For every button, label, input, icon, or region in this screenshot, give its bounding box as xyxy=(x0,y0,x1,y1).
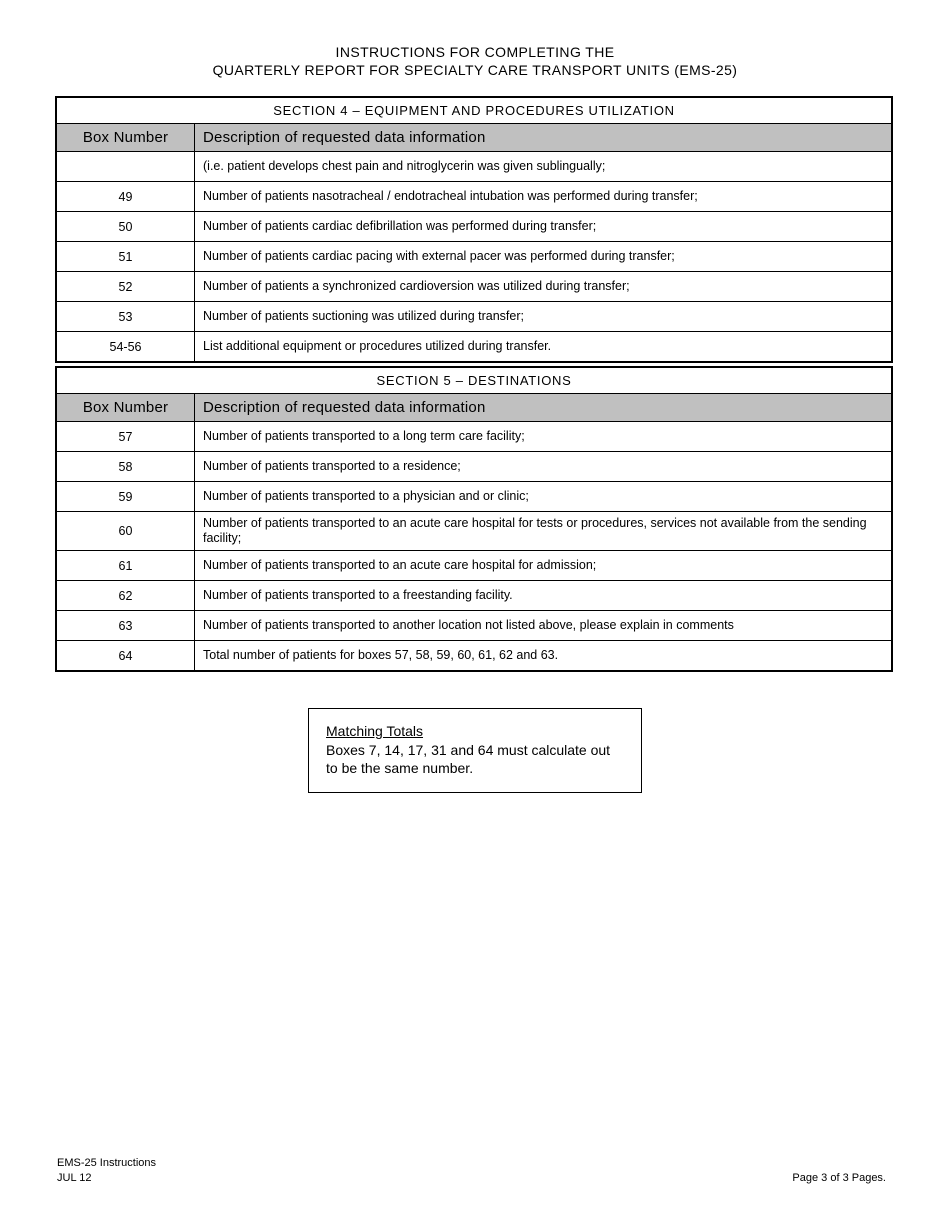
table-row xyxy=(57,422,891,452)
table-row xyxy=(57,182,891,212)
box-number-cell: 62 xyxy=(57,581,195,610)
table-row xyxy=(57,581,891,611)
table-rows xyxy=(57,422,891,670)
table-row xyxy=(57,152,891,182)
box-number-cell: 58 xyxy=(57,452,195,481)
table-row xyxy=(57,512,891,551)
column-header-row xyxy=(57,124,891,152)
table-row xyxy=(57,551,891,581)
description-cell: Number of patients transported to an acute care hospital for tests or procedures, services not available from the sending facility; xyxy=(203,516,867,545)
description-cell: Number of patients cardiac pacing with external pacer was performed during transfer; xyxy=(203,249,675,263)
box-number-cell: 52 xyxy=(57,272,195,301)
table-row xyxy=(57,452,891,482)
section-title: SECTION 4 – EQUIPMENT AND PROCEDURES UTILIZATION xyxy=(273,103,675,118)
description-cell: Number of patients a synchronized cardioversion was utilized during transfer; xyxy=(203,279,630,293)
description-cell: Number of patients suctioning was utilized during transfer; xyxy=(203,309,524,323)
section-table xyxy=(55,366,893,672)
footer-form-name: EMS-25 Instructions xyxy=(57,1157,157,1169)
column-header-description: Description of requested data information xyxy=(203,399,486,416)
description-cell: List additional equipment or procedures utilized during transfer. xyxy=(203,339,552,353)
section-title: SECTION 5 – DESTINATIONS xyxy=(376,373,572,388)
description-cell: Number of patients transported to a physician and or clinic; xyxy=(203,489,529,503)
box-number-cell: 60 xyxy=(57,512,195,550)
column-header-box-number: Box Number xyxy=(57,124,195,151)
section-table xyxy=(55,96,893,363)
section-title-row xyxy=(57,368,891,394)
table-row xyxy=(57,611,891,641)
description-cell: Total number of patients for boxes 57, 58, 59, 60, 61, 62 and 63. xyxy=(203,648,559,662)
table-row xyxy=(57,641,891,670)
matching-totals-body: Boxes 7, 14, 17, 31 and 64 must calculate out to be the same number. xyxy=(326,742,611,776)
column-header-row xyxy=(57,394,891,422)
description-cell: Number of patients cardiac defibrillation was performed during transfer; xyxy=(203,219,597,233)
footer-revision-date: JUL 12 xyxy=(57,1171,92,1184)
table-row xyxy=(57,332,891,361)
description-cell: Number of patients transported to a long term care facility; xyxy=(203,429,525,443)
box-number-cell: 57 xyxy=(57,422,195,451)
box-number-cell: 63 xyxy=(57,611,195,640)
table-row xyxy=(57,482,891,512)
box-number-cell: 64 xyxy=(57,641,195,670)
description-cell: Number of patients transported to a freestanding facility. xyxy=(203,588,513,602)
table-row xyxy=(57,272,891,302)
box-number-cell: 50 xyxy=(57,212,195,241)
table-row xyxy=(57,242,891,272)
box-number-cell: 59 xyxy=(57,482,195,511)
table-rows xyxy=(57,152,891,361)
description-cell: Number of patients nasotracheal / endotracheal intubation was performed during transfer; xyxy=(203,189,698,203)
box-number-cell: 53 xyxy=(57,302,195,331)
table-row xyxy=(57,302,891,332)
title-line-1: INSTRUCTIONS FOR COMPLETING THE xyxy=(335,44,615,60)
description-cell: Number of patients transported to another location not listed above, please explain in comments xyxy=(203,618,734,632)
title-line-2: QUARTERLY REPORT FOR SPECIALTY CARE TRANSPORT UNITS (EMS-25) xyxy=(212,61,738,78)
tables-container xyxy=(0,96,950,672)
footer-page-number: Page 3 of 3 Pages. xyxy=(792,1171,886,1184)
document-title xyxy=(0,0,950,79)
box-number-cell: 49 xyxy=(57,182,195,211)
page-footer xyxy=(57,1156,886,1185)
column-header-description: Description of requested data information xyxy=(203,129,486,146)
box-number-cell: 54-56 xyxy=(57,332,195,361)
box-number-cell xyxy=(57,152,195,181)
matching-totals-heading: Matching Totals xyxy=(326,723,424,739)
box-number-cell: 61 xyxy=(57,551,195,580)
description-cell: Number of patients transported to an acute care hospital for admission; xyxy=(203,558,597,572)
section-title-row xyxy=(57,98,891,124)
description-cell: Number of patients transported to a residence; xyxy=(203,459,461,473)
box-number-cell: 51 xyxy=(57,242,195,271)
matching-totals-box xyxy=(308,708,642,793)
footer-left-block xyxy=(57,1156,156,1185)
column-header-box-number: Box Number xyxy=(57,394,195,421)
description-cell: (i.e. patient develops chest pain and nitroglycerin was given sublingually; xyxy=(203,159,606,173)
table-row xyxy=(57,212,891,242)
